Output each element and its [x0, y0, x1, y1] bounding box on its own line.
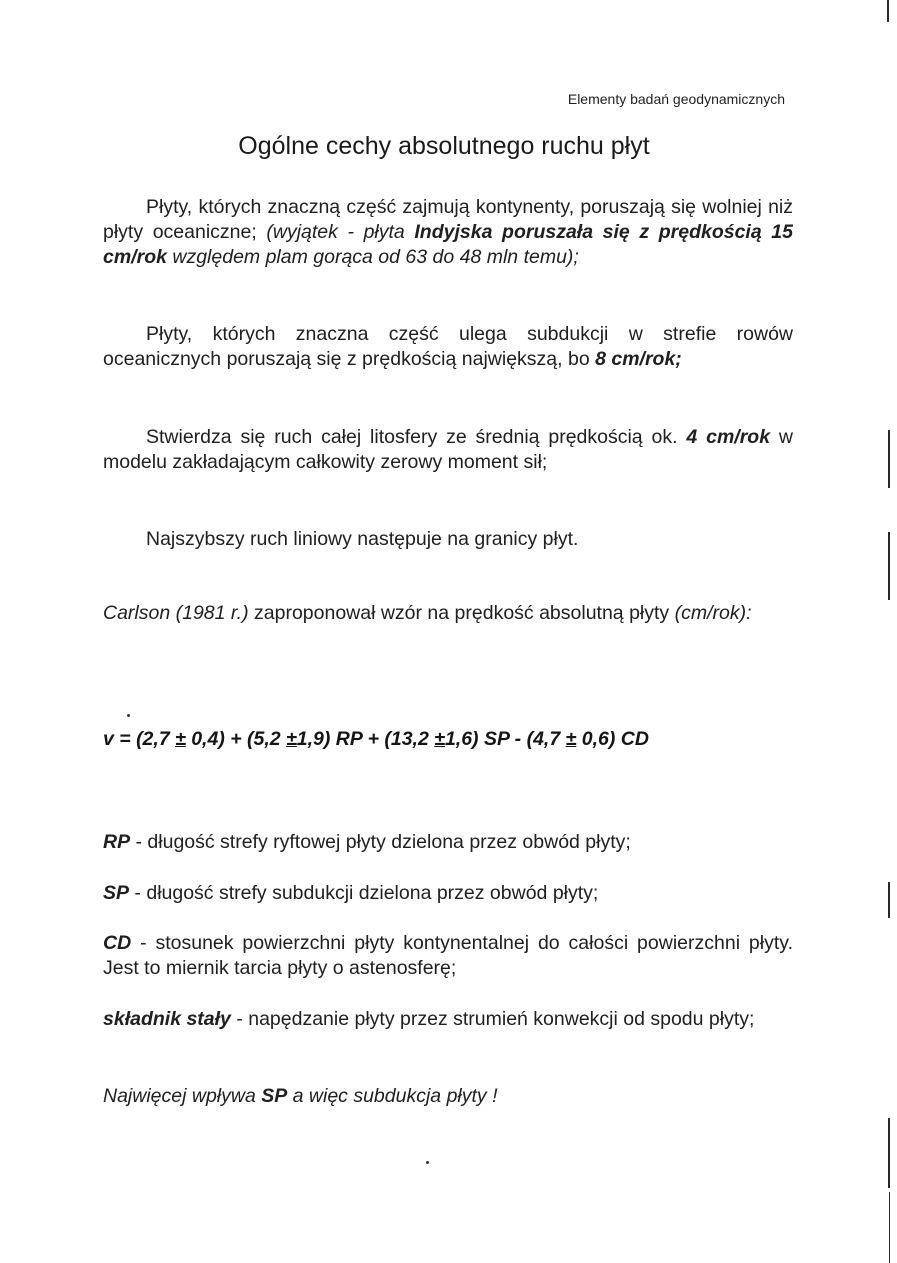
paragraph-1-text: Płyty, których znaczną część zajmują kontynenty, poruszają się wolniej niż płyty oceaniczne;	[103, 196, 793, 243]
scan-edge-mark	[888, 532, 890, 600]
paragraph-4-text: Najszybszy ruch liniowy następuje na granicy płyt.	[146, 528, 579, 550]
paragraph-1-emphasis: Indyjska poruszała się z prędkością 15 cm/rok	[103, 221, 793, 268]
definition-cd	[103, 931, 793, 981]
definition-term: SP	[103, 882, 130, 904]
plus-minus-sign: ±	[434, 728, 445, 750]
conclusion-term: SP	[261, 1085, 288, 1107]
formula-part: 0,6) CD	[576, 728, 649, 750]
definition-term: składnik stały	[103, 1008, 231, 1030]
conclusion	[103, 1084, 793, 1109]
formula-part: 0,4) + (5,2	[185, 728, 287, 750]
running-header: Elementy badań geodynamicznych	[567, 91, 785, 107]
scan-edge-mark	[888, 430, 890, 488]
formula-part: v = (2,7	[103, 728, 176, 750]
scan-edge-mark	[889, 1192, 890, 1263]
unit-note: (cm/rok):	[674, 602, 752, 624]
definition-text: - długość strefy ryftowej płyty dzielona przez obwód płyty;	[130, 831, 631, 853]
plus-minus-sign: ±	[286, 728, 297, 750]
definition-term: CD	[103, 932, 132, 954]
plus-minus-sign: ±	[565, 728, 577, 750]
definition-rp	[103, 830, 793, 855]
definition-text: - stosunek powierzchni płyty kontynentalnej do całości powierzchni płyty. Jest to miernik tarcia płyty o astenosferę;	[103, 932, 793, 979]
scan-edge-mark	[887, 0, 889, 22]
paragraph-2	[103, 322, 793, 372]
paragraph-2-emphasis: 8 cm/rok;	[595, 348, 682, 370]
conclusion-text: Najwięcej wpływa	[103, 1085, 262, 1107]
definition-term: RP	[103, 831, 131, 853]
paragraph-1-aside-end: względem plam gorąca od 63 do 48 mln temu);	[166, 246, 579, 268]
plus-minus-sign: ±	[175, 728, 186, 750]
definition-text: - napędzanie płyty przez strumień konwekcji od spodu płyty;	[230, 1008, 755, 1030]
paragraph-3-text-end: w modelu zakładającym całkowity zerowy moment sił;	[103, 426, 794, 473]
page-title: Ogólne cechy absolutnego ruchu płyt	[238, 132, 650, 160]
definition-sp	[103, 881, 793, 906]
paragraph-5-text: zaproponował wzór na prędkość absolutną płyty	[248, 602, 675, 624]
paragraph-3-emphasis: 4 cm/rok	[686, 426, 771, 448]
formula-part: 1,9) RP + (13,2	[296, 728, 435, 750]
velocity-formula	[103, 728, 649, 751]
scan-edge-mark	[888, 882, 890, 918]
paragraph-4	[103, 527, 793, 552]
paragraph-1-aside: (wyjątek - płyta	[266, 221, 415, 243]
citation-author: Carlson (1981 r.)	[103, 602, 249, 624]
scan-edge-mark	[888, 1118, 890, 1188]
formula-part: 1,6) SP - (4,7	[444, 728, 566, 750]
paragraph-1	[103, 195, 793, 270]
paragraph-3	[103, 425, 793, 475]
definition-constant	[103, 1007, 793, 1032]
conclusion-text-end: a więc subdukcja płyty !	[287, 1085, 498, 1107]
scan-speck	[426, 1161, 429, 1164]
paragraph-3-text: Stwierdza się ruch całej litosfery ze średnią prędkością ok.	[146, 426, 687, 448]
definition-text: - długość strefy subdukcji dzielona przez obwód płyty;	[129, 882, 599, 904]
paragraph-5	[103, 601, 793, 626]
paragraph-2-text: Płyty, których znaczna część ulega subdukcji w strefie rowów oceanicznych poruszają się z prędkością największą, bo	[103, 323, 793, 370]
scan-speck	[127, 714, 130, 717]
